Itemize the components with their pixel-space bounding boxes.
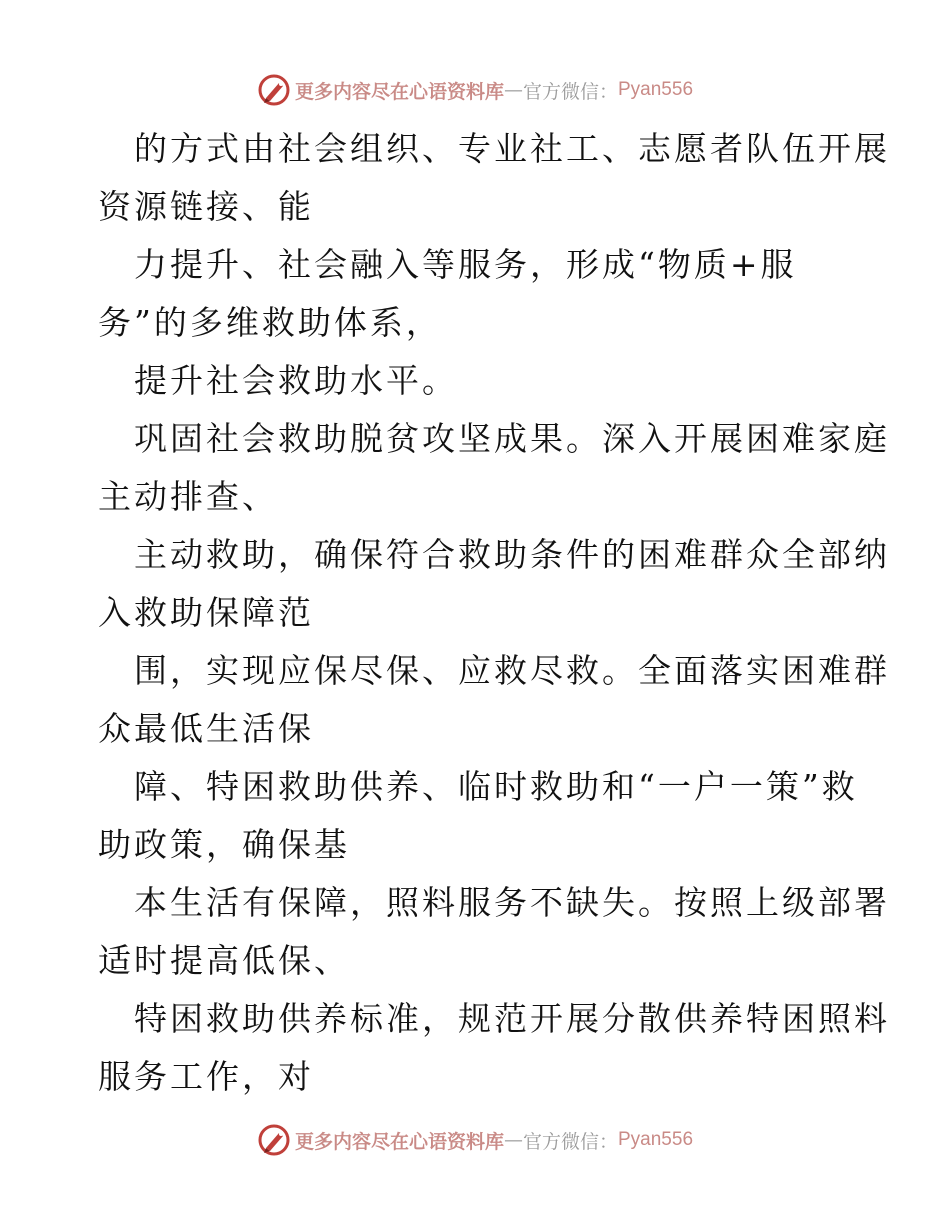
text-line: 力提升、社会融入等服务，形成“物质+服: [134, 245, 797, 284]
text-line: 主动救助，确保符合救助条件的困难群众全部纳: [134, 535, 890, 574]
text-line: 适时提高低保、: [98, 941, 350, 980]
watermark-brand-text: 更多内容尽在心语资料库: [294, 80, 504, 103]
text-line: 资源链接、能: [98, 187, 314, 226]
text-line: 本生活有保障，照料服务不缺失。按照上级部署: [134, 883, 890, 922]
text-line: 助政策，确保基: [98, 825, 350, 864]
pen-logo-icon: [257, 73, 291, 107]
text-line: 服务工作，对: [98, 1057, 314, 1096]
watermark-wechat-id: Pyan556: [618, 79, 694, 100]
text-line: 特困救助供养标准，规范开展分散供养特困照料: [134, 999, 890, 1038]
text-line: 围，实现应保尽保、应救尽救。全面落实困难群: [134, 651, 890, 690]
header-watermark: [0, 70, 950, 110]
text-line: 众最低生活保: [98, 709, 314, 748]
watermark-dash: —: [503, 1129, 523, 1151]
watermark-wechat-id: Pyan556: [618, 1129, 694, 1150]
text-line: 务”的多维救助体系，: [98, 303, 442, 342]
watermark-official-label: 官方微信：: [522, 80, 618, 103]
footer-watermark: [0, 1120, 950, 1160]
document-body: [98, 120, 890, 1106]
text-line: 提升社会救助水平。: [134, 361, 458, 400]
text-line: 入救助保障范: [98, 593, 314, 632]
text-line: 巩固社会救助脱贫攻坚成果。深入开展困难家庭: [134, 419, 890, 458]
text-line: 的方式由社会组织、专业社工、志愿者队伍开展: [134, 129, 890, 168]
text-line: 障、特困救助供养、临时救助和“一户一策”救: [134, 767, 858, 806]
watermark-dash: —: [503, 79, 523, 101]
pen-logo-icon: [257, 1123, 291, 1157]
watermark-brand-text: 更多内容尽在心语资料库: [294, 1130, 504, 1153]
text-line: 主动排查、: [98, 477, 278, 516]
watermark-official-label: 官方微信：: [522, 1130, 618, 1153]
